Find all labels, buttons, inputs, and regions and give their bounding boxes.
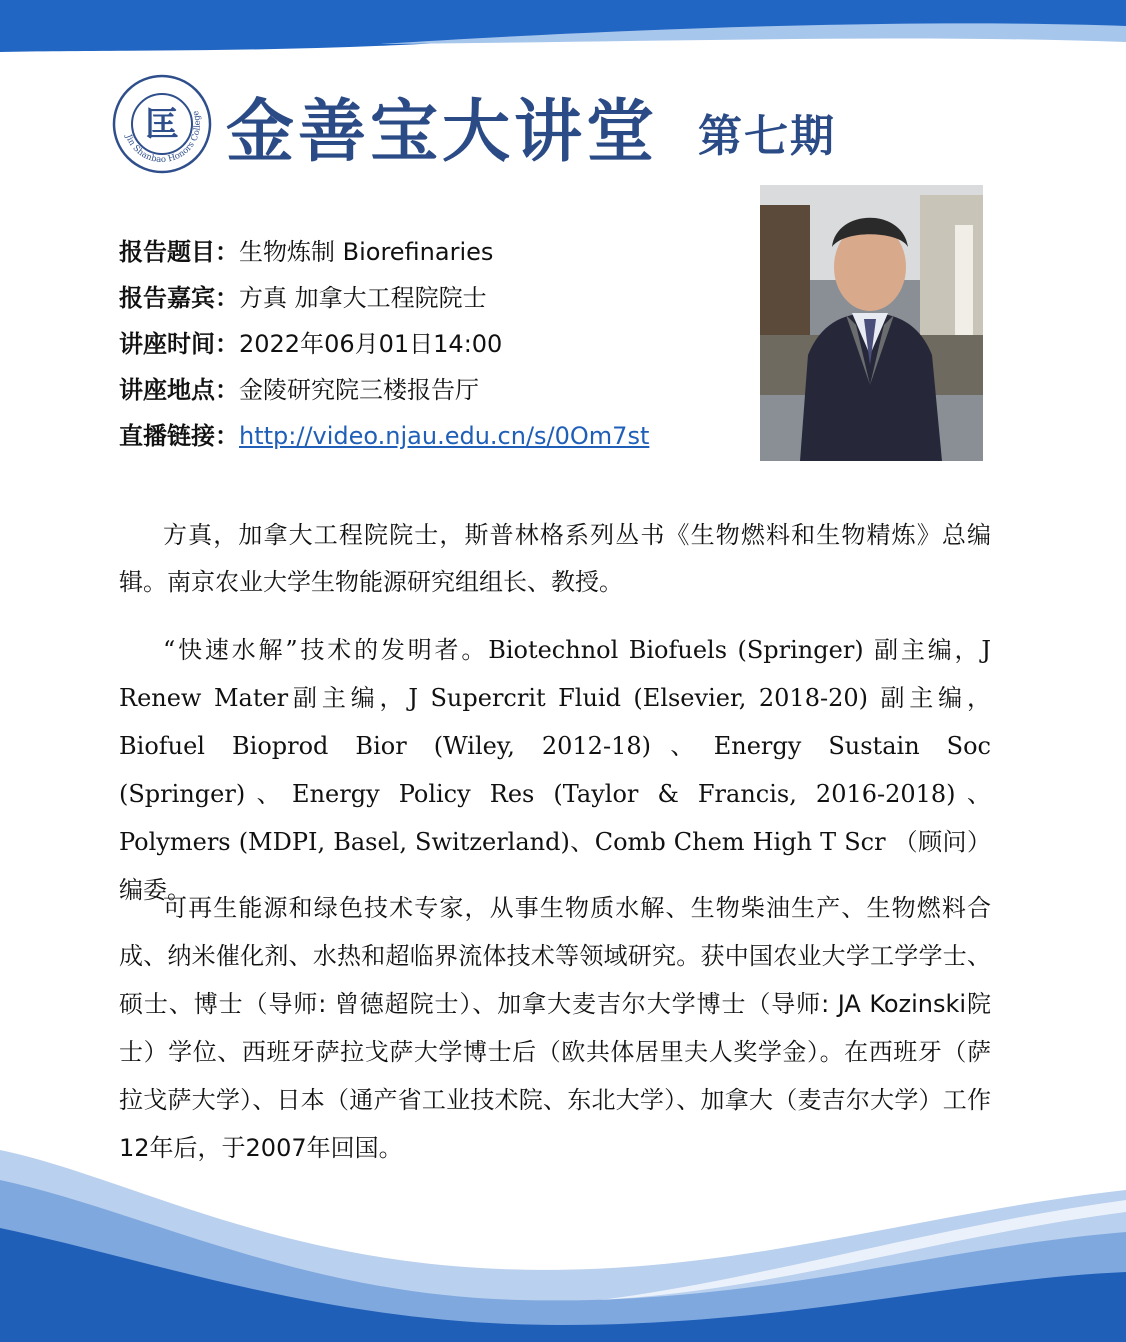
seal-ring-text: Jin Shanbao Honors College xyxy=(123,109,204,166)
info-value: 生物炼制 Biorefinaries xyxy=(239,238,494,266)
speaker-photo xyxy=(760,185,983,461)
info-time xyxy=(119,324,749,370)
title-issue: 第七期 xyxy=(698,111,837,162)
title-main: 金善宝大讲堂 xyxy=(226,92,659,172)
bio-paragraph-3: 可再生能源和绿色技术专家，从事生物质水解、生物柴油生产、生物燃料合成、纳米催化剂、水热和超临界流体技术等领域研究。获中国农业大学工学学士、硕士、博士（导师: 曾德超院士）、加拿大麦吉尔大学博士（导师: JA Kozinski院士）学位、西班牙萨拉戈萨大学博士后（欧共体居里夫人奖学金）。在西班牙（萨拉戈萨大学）、日本（通产省工业技术院、东北大学）、加拿大（麦吉尔大学）工作12年后，于2007年回国。 xyxy=(119,894,991,1162)
info-label: 讲座地点： xyxy=(119,376,239,404)
info-speaker xyxy=(119,278,749,324)
event-info xyxy=(119,232,749,462)
info-value: 方真 加拿大工程院院士 xyxy=(239,284,487,312)
info-label: 报告嘉宾： xyxy=(119,284,239,312)
page-title xyxy=(226,78,837,172)
college-seal-logo xyxy=(112,74,212,174)
info-label: 直播链接： xyxy=(119,422,239,450)
seal-glyph: 匡 xyxy=(145,105,179,145)
info-topic xyxy=(119,232,749,278)
bio-paragraph-2: “快速水解”技术的发明者。Biotechnol Biofuels (Springer) 副主编，J Renew Mater副主编，J Supercrit Fluid (Elsevier, 2018-20) 副主编，Biofuel Bioprod Bior (Wiley, 2012-18)、Energy Sustain Soc (Springer)、Energy Policy Res (Taylor & Francis, 2016-2018)、Polymers (MDPI, Basel, Switzerland)、Comb Chem High T Scr （顾问）编委。 xyxy=(119,636,991,904)
info-location xyxy=(119,370,749,416)
info-value: 2022年06月01日14:00 xyxy=(239,330,503,358)
info-label: 讲座时间： xyxy=(119,330,239,358)
info-value: 金陵研究院三楼报告厅 xyxy=(239,376,479,404)
info-livestream xyxy=(119,416,749,462)
bio-paragraph-1: 方真，加拿大工程院院士，斯普林格系列丛书《生物燃料和生物精炼》总编辑。南京农业大学生物能源研究组组长、教授。 xyxy=(119,521,991,596)
info-label: 报告题目： xyxy=(119,238,239,266)
livestream-link[interactable]: http://video.njau.edu.cn/s/0Om7st xyxy=(239,422,650,450)
